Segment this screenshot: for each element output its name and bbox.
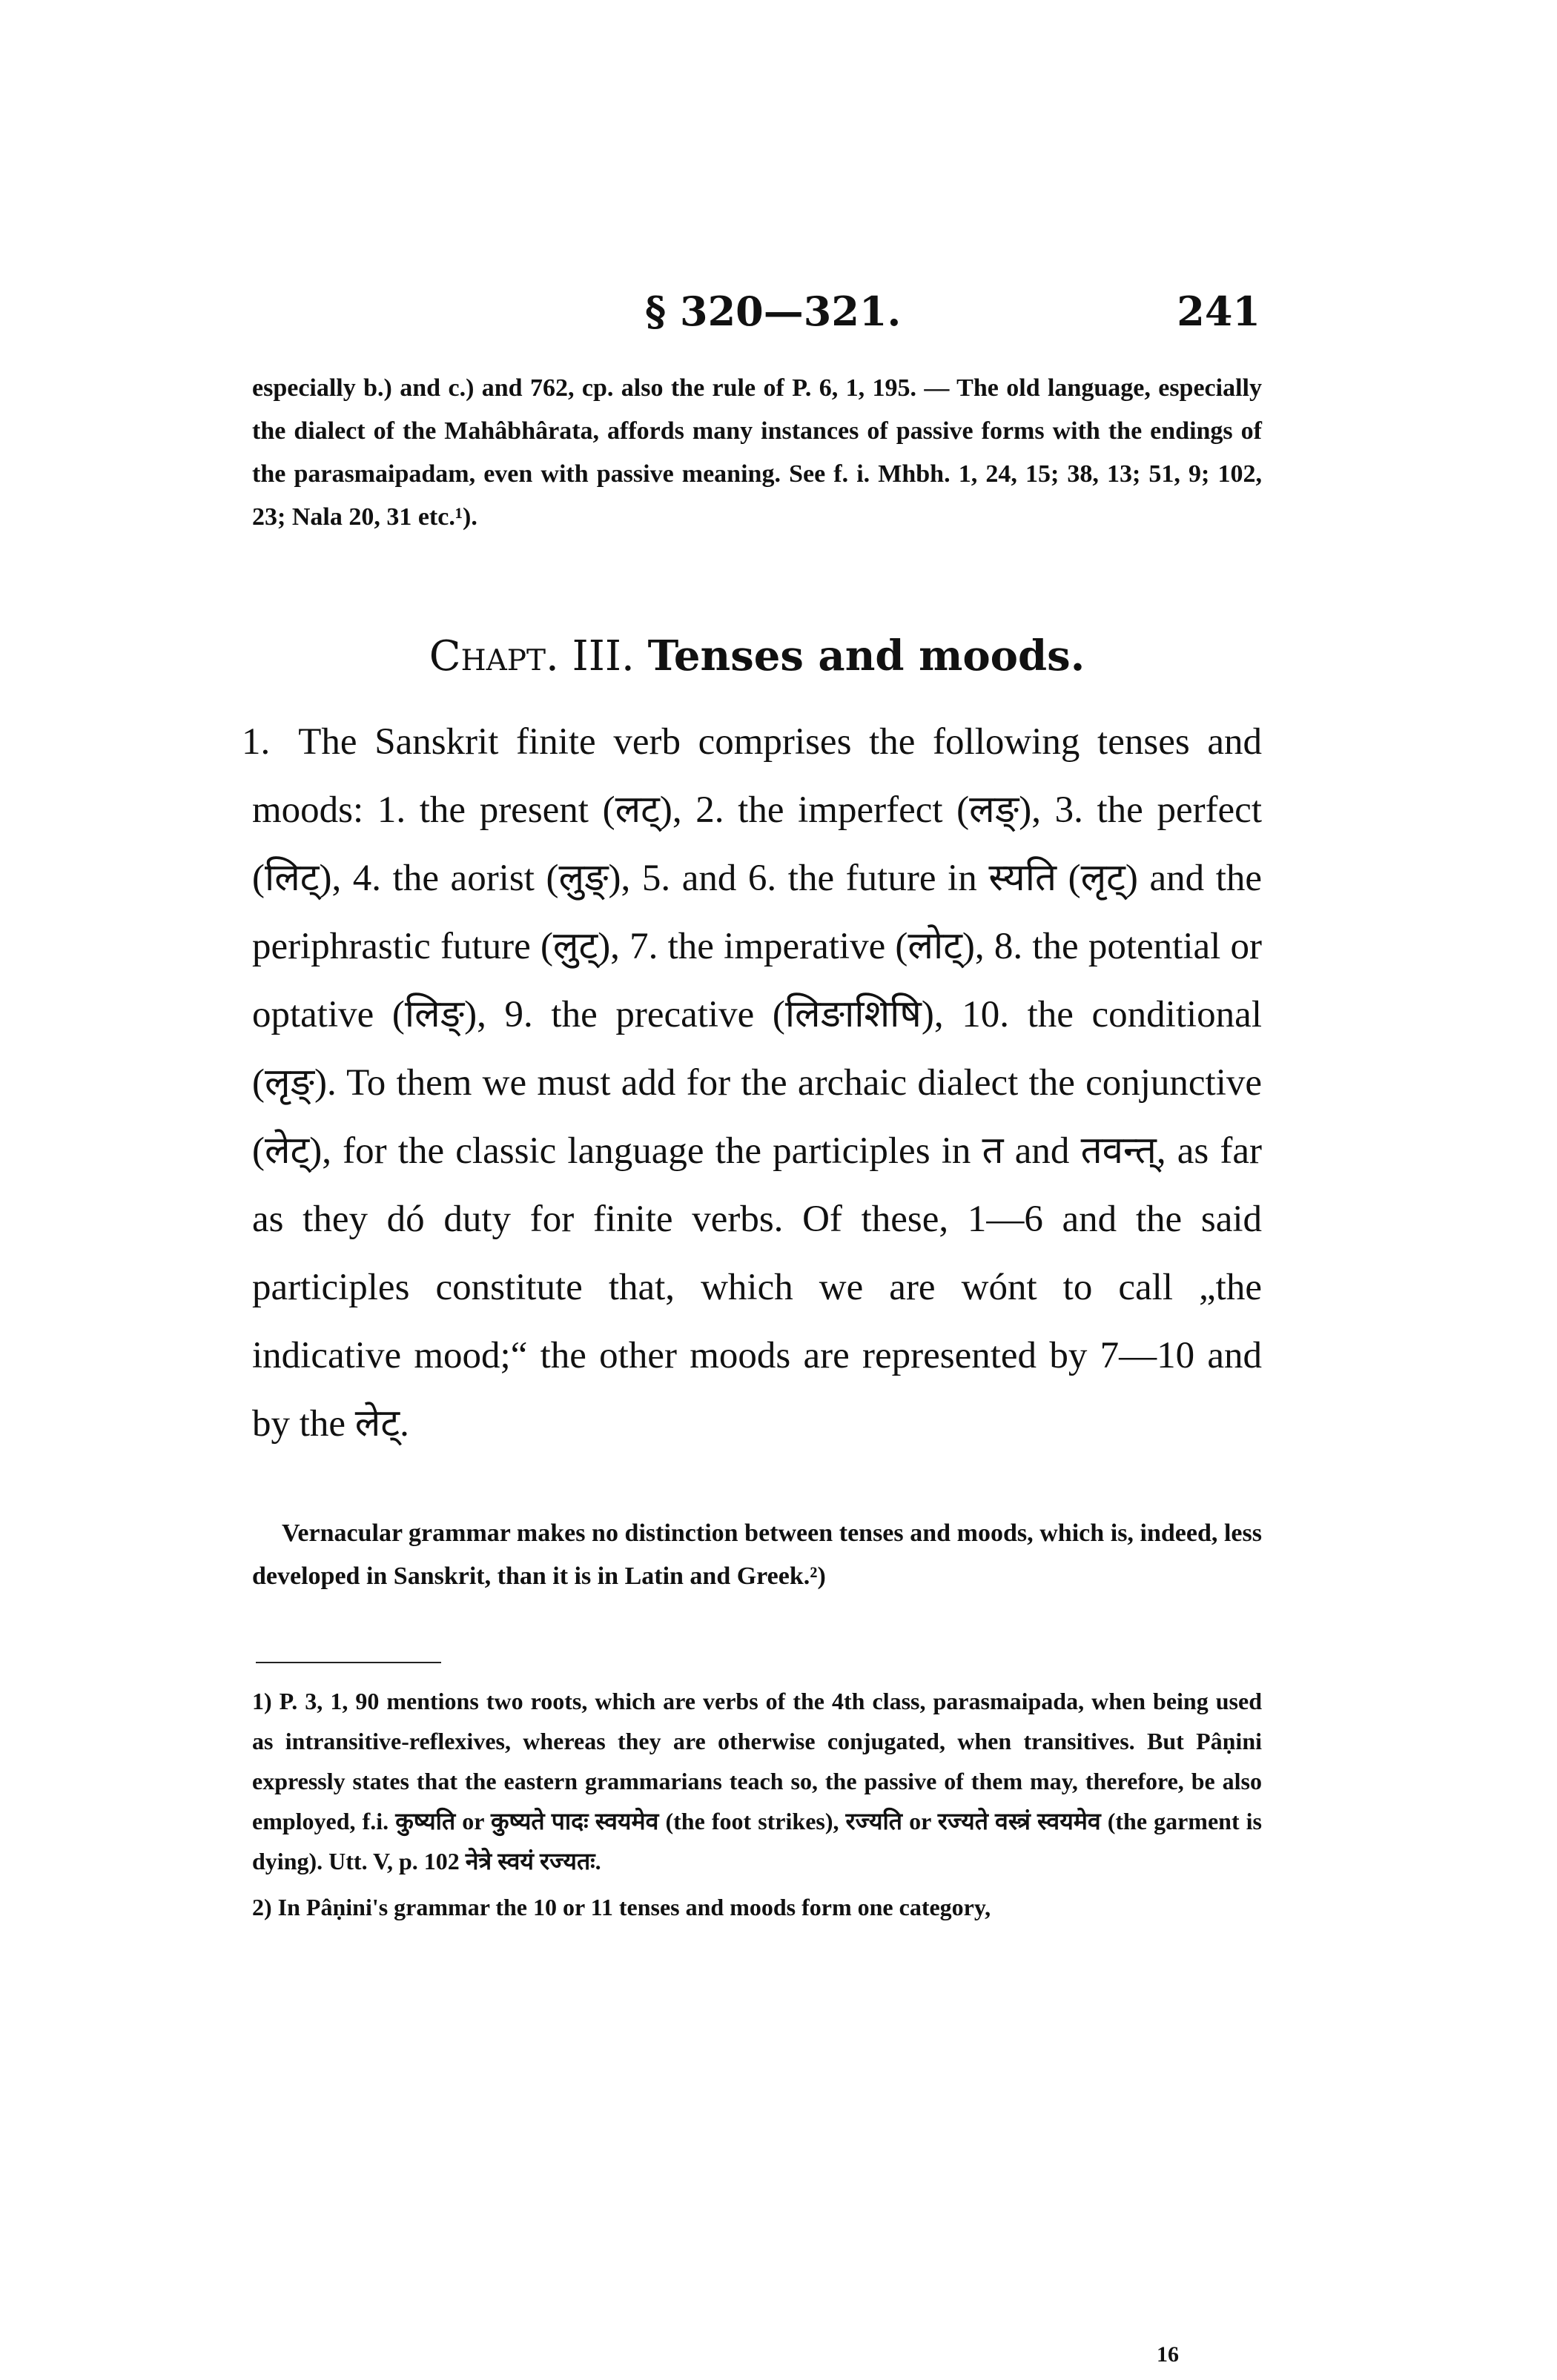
chapter-heading <box>252 630 1262 683</box>
page-number: 241 <box>1177 288 1260 335</box>
footnote-2: 2) In Pâṇini's grammar the 10 or 11 tenses and moods form one category, <box>252 1894 991 1920</box>
footnote-divider <box>256 1662 441 1663</box>
paragraph-number: 1. <box>242 721 271 763</box>
main-paragraph <box>242 708 1262 1458</box>
main-paragraph-text: The Sanskrit finite verb comprises the following tenses and moods: 1. the present (लट्), 2. the imperfect (लङ्), 3. the perfect (लिट्), 4. the aorist (लुङ्), 5. and 6. the future in स्यति (लृट्) and the periphrastic future (लुट्), 7. the imperative (लोट्), 8. the potential or optative (लिङ्), 9. the precative (लिङाशिषि), 10. the conditional (लृङ्). To them we must add for the archaic dialect the conjunctive (लेट्), for the classic language the participles in त and तवन्त्, as far as they dó duty for finite verbs. Of these, 1—6 and the said participles constitute that, which we are wónt to call „the indicative mood;“ the other moods are represented by 7—10 and by the लेट्. <box>252 721 1262 1445</box>
intro-paragraph: especially b.) and c.) and 762, cp. also the rule of P. 6, 1, 195. — The old language, especially the dialect of the Mahâbhârata, affords many instances of passive forms with the endings of the parasmaipadam, even with passive meaning. See f. i. Mhbh. 1, 24, 15; 38, 13; 51, 9; 102, 23; Nala 20, 31 etc.¹). <box>252 374 1262 531</box>
footnotes <box>252 1681 1262 1927</box>
chapter-label: Chapt. III. <box>429 632 635 680</box>
section-reference: § 320—321. <box>645 288 902 335</box>
footnote-1: 1) P. 3, 1, 90 mentions two roots, which are verbs of the 4th class, parasmaipada, when being used as intransitive-reflexives, whereas they are otherwise conjugated, when transitives. But Pâṇini expressly states that the eastern grammarians teach so, the passive of them may, therefore, be also employed, f.i. कुष्यति or कुष्यते पादः स्वयमेव (the foot strikes), रज्यति or रज्यते वस्त्रं स्वयमेव (the garment is dying). Utt. V, p. 102 नेत्रे स्वयं रज्यतः. <box>252 1688 1262 1875</box>
chapter-title: Tenses and moods. <box>647 632 1085 680</box>
printer-signature-mark: 16 <box>1157 2342 1179 2367</box>
running-header <box>267 288 1260 339</box>
vernacular-paragraph: Vernacular grammar makes no distinction between tenses and moods, which is, indeed, less developed in Sanskrit, than it is in Latin and Greek.²) <box>252 1519 1262 1590</box>
